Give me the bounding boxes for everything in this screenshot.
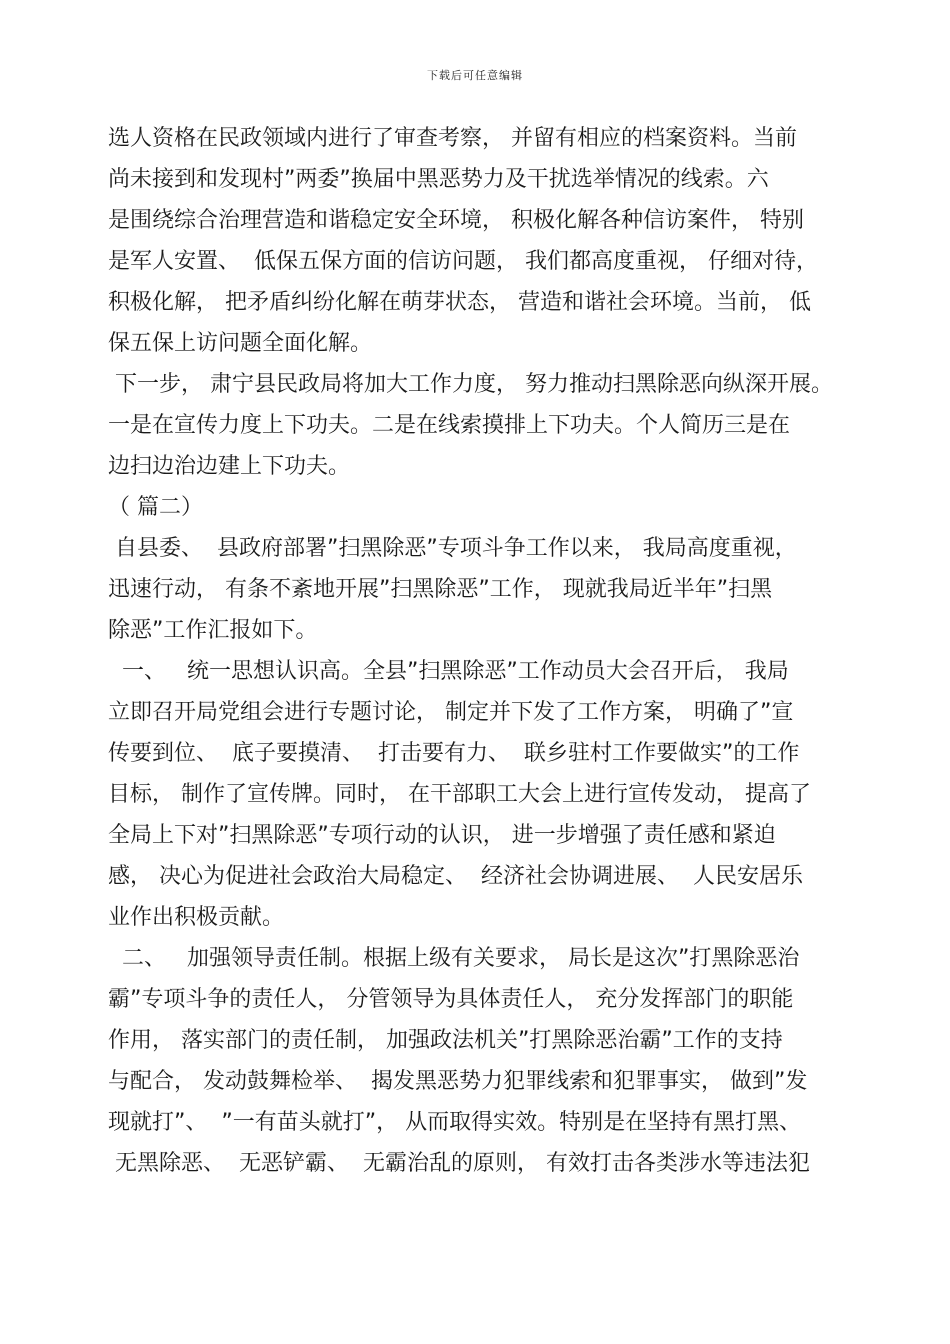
text-line: 下一步， 肃宁县民政局将加大工作力度， 努力推动扫黑除恶向纵深开展。 <box>108 372 833 397</box>
text-line: 目标， 制作了宣传牌。同时， 在干部职工大会上进行宣传发动， 提高了 <box>108 782 811 807</box>
page-header: 下载后可任意编辑 <box>427 69 523 82</box>
text-line: 感， 决心为促进社会政治大局稳定、 经济社会协调进展、 人民安居乐 <box>108 864 803 889</box>
text-line: 一、 统一思想认识高。全县”扫黑除恶”工作动员大会召开后， 我局 <box>108 659 789 684</box>
text-line: 一是在宣传力度上下功夫。二是在线索摸排上下功夫。个人简历三是在 <box>108 413 791 438</box>
section-heading: （ 篇二） <box>108 495 203 520</box>
text-line: 保五保上访问题全面化解。 <box>108 331 373 356</box>
text-line: 二、 加强领导责任制。根据上级有关要求， 局长是这次”打黑除恶治 <box>108 946 800 971</box>
text-line: 与配合， 发动鼓舞检举、 揭发黑恶势力犯罪线索和犯罪事实， 做到”发 <box>108 1069 808 1094</box>
text-line: 尚未接到和发现村”两委”换届中黑恶势力及干扰选举情况的线索。六 <box>108 167 769 192</box>
text-line: 作用， 落实部门的责任制， 加强政法机关”打黑除恶治霸”工作的支持 <box>108 1028 783 1053</box>
text-line: 选人资格在民政领域内进行了审查考察， 并留有相应的档案资料。当前 <box>108 126 797 151</box>
text-line: 现就打”、 ”一有苗头就打”， 从而取得实效。特别是在坚持有黑打黑、 <box>108 1110 802 1135</box>
text-line: 除恶”工作汇报如下。 <box>108 618 318 643</box>
text-line: 立即召开局党组会进行专题讨论， 制定并下发了工作方案， 明确了”宣 <box>108 700 794 725</box>
text-line: 霸”专项斗争的责任人， 分管领导为具体责任人， 充分发挥部门的职能 <box>108 987 794 1012</box>
text-line: 无黑除恶、 无恶铲霸、 无霸治乱的原则， 有效打击各类涉水等违法犯 <box>108 1151 810 1176</box>
text-line: 自县委、 县政府部署”扫黑除恶”专项斗争工作以来， 我局高度重视， <box>108 536 797 561</box>
text-line: 积极化解， 把矛盾纠纷化解在萌芽状态， 营造和谐社会环境。当前， 低 <box>108 290 811 315</box>
body-text <box>108 118 868 1184</box>
text-line: 边扫边治边建上下功夫。 <box>108 454 351 479</box>
text-line: 全局上下对”扫黑除恶”专项行动的认识， 进一步增强了责任感和紧迫 <box>108 823 776 848</box>
text-line: 是围绕综合治理营造和谐稳定安全环境， 积极化解各种信访案件， 特别 <box>108 208 804 233</box>
text-line: 业作出积极贡献。 <box>108 905 285 930</box>
text-line: 迅速行动， 有条不紊地开展”扫黑除恶”工作， 现就我局近半年”扫黑 <box>108 577 773 602</box>
text-line: 传要到位、 底子要摸清、 打击要有力、 联乡驻村工作要做实”的工作 <box>108 741 800 766</box>
text-line: 是军人安置、 低保五保方面的信访问题， 我们都高度重视， 仔细对待， <box>108 249 818 274</box>
